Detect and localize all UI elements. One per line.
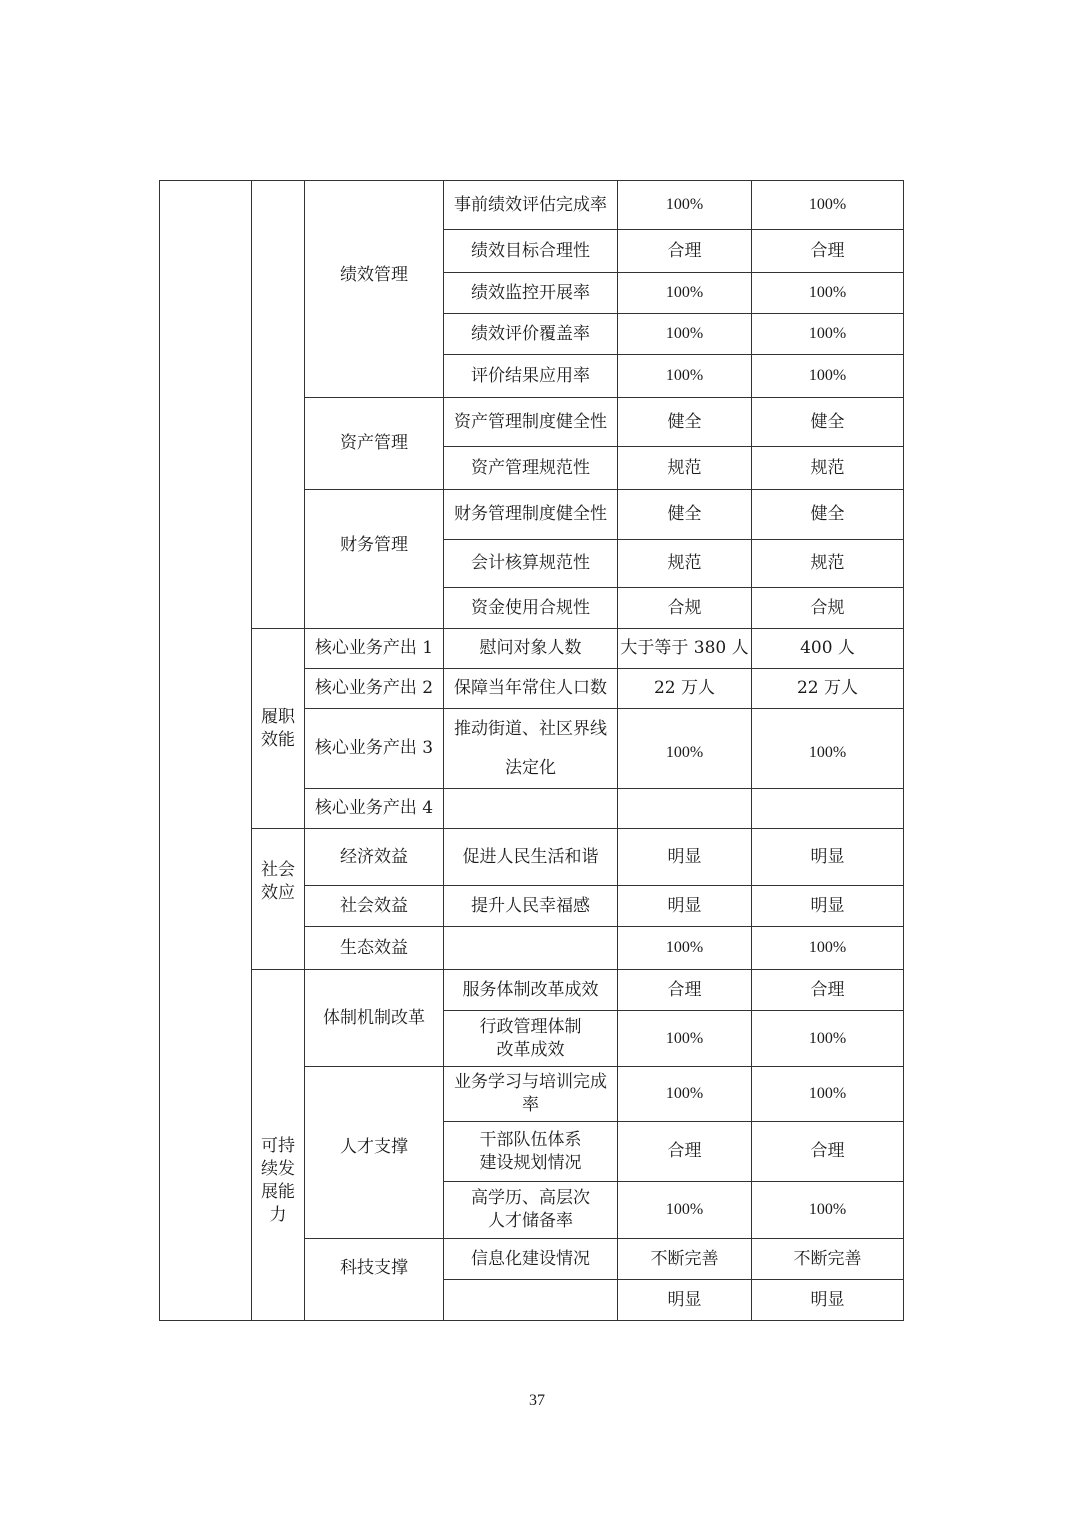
- actual-cell: [752, 789, 904, 829]
- target-cell: 100%: [618, 314, 752, 355]
- target-cell: 明显: [618, 1280, 752, 1321]
- target-cell: 明显: [618, 886, 752, 927]
- target-cell: 健全: [618, 490, 752, 540]
- target-cell: 100%: [618, 1182, 752, 1239]
- actual-cell: 100%: [752, 273, 904, 314]
- actual-cell: 健全: [752, 490, 904, 540]
- actual-cell: 100%: [752, 1182, 904, 1239]
- sustainability-text: 可持续发展能力: [260, 1136, 295, 1225]
- indicator-cell: 评价结果应用率: [444, 355, 618, 398]
- indicator-cell: [444, 709, 618, 789]
- indicator-cell: 事前绩效评估完成率: [444, 181, 618, 230]
- indicator-cell: 会计核算规范性: [444, 540, 618, 588]
- actual-cell: 明显: [752, 886, 904, 927]
- duty-efficiency-text: 履职效能: [260, 706, 295, 750]
- indicator-line: 人才储备率: [488, 1211, 573, 1231]
- indicator-cell: 财务管理制度健全性: [444, 490, 618, 540]
- page-number: 37: [529, 1392, 545, 1409]
- table-row: [160, 829, 904, 886]
- target-cell: 规范: [618, 540, 752, 588]
- actual-cell: 合理: [752, 970, 904, 1011]
- tech-support-label: 科技支撑: [305, 1239, 444, 1321]
- table-row: [160, 181, 904, 230]
- actual-cell: 健全: [752, 398, 904, 447]
- target-cell: 健全: [618, 398, 752, 447]
- indicator-line: 建设规划情况: [479, 1152, 582, 1173]
- actual-cell: 100%: [752, 1011, 904, 1067]
- target-cell: 100%: [618, 181, 752, 230]
- indicator-cell: [444, 1182, 618, 1239]
- actual-cell: 100%: [752, 181, 904, 230]
- indicator-cell: [444, 789, 618, 829]
- actual-cell: 合规: [752, 588, 904, 629]
- actual-cell: 规范: [752, 540, 904, 588]
- asset-management-label: 资产管理: [305, 398, 444, 490]
- item-cell: 核心业务产出 4: [305, 789, 444, 829]
- social-effect-text: 社会效应: [260, 860, 295, 903]
- indicator-cell: 慰问对象人数: [444, 629, 618, 669]
- target-cell: 100%: [618, 355, 752, 398]
- indicator-cell: 资产管理制度健全性: [444, 398, 618, 447]
- target-cell: 100%: [618, 927, 752, 970]
- target-cell: 22 万人: [618, 669, 752, 709]
- item-cell: 核心业务产出 2: [305, 669, 444, 709]
- item-cell: 经济效益: [305, 829, 444, 886]
- actual-cell: 明显: [752, 829, 904, 886]
- indicator-line: 改革成效: [496, 1039, 565, 1060]
- social-effect-label: [252, 829, 305, 970]
- target-cell: 合理: [618, 230, 752, 273]
- level2-cell-management: [252, 181, 305, 629]
- indicator-cell: [444, 1011, 618, 1067]
- actual-cell: 100%: [752, 709, 904, 789]
- indicator-cell: 提升人民幸福感: [444, 886, 618, 927]
- indicator-cell: [444, 1280, 618, 1321]
- actual-cell: 合理: [752, 1122, 904, 1182]
- actual-cell: 100%: [752, 1067, 904, 1122]
- indicator-cell: [444, 1067, 618, 1122]
- indicator-line: 率: [522, 1095, 539, 1115]
- target-cell: 100%: [618, 709, 752, 789]
- item-cell: 核心业务产出 3: [305, 709, 444, 789]
- actual-cell: 100%: [752, 355, 904, 398]
- target-cell: 合规: [618, 588, 752, 629]
- target-cell: 100%: [618, 1067, 752, 1122]
- indicator-cell: 绩效监控开展率: [444, 273, 618, 314]
- indicator-cell: [444, 1122, 618, 1182]
- indicator-cell: 资金使用合规性: [444, 588, 618, 629]
- indicator-cell: 绩效目标合理性: [444, 230, 618, 273]
- actual-cell: 400 人: [752, 629, 904, 669]
- indicator-cell: 促进人民生活和谐: [444, 829, 618, 886]
- indicator-cell: 服务体制改革成效: [444, 970, 618, 1011]
- indicator-line: 法定化: [505, 757, 556, 778]
- duty-efficiency-label: [252, 629, 305, 829]
- actual-cell: 100%: [752, 927, 904, 970]
- indicator-line: 推动街道、社区界线: [454, 718, 607, 739]
- institutional-reform-label: 体制机制改革: [305, 970, 444, 1067]
- actual-cell: 22 万人: [752, 669, 904, 709]
- actual-cell: 明显: [752, 1280, 904, 1321]
- target-cell: 合理: [618, 1122, 752, 1182]
- target-cell: 规范: [618, 447, 752, 490]
- target-cell: 100%: [618, 273, 752, 314]
- talent-support-label: 人才支撑: [305, 1067, 444, 1239]
- indicator-line: 业务学习与培训完成: [454, 1072, 607, 1093]
- level1-cell: [160, 181, 252, 1321]
- indicator-line: 干部队伍体系: [479, 1129, 582, 1150]
- actual-cell: 合理: [752, 230, 904, 273]
- sustainability-label: [252, 970, 305, 1321]
- target-cell: 合理: [618, 970, 752, 1011]
- table-row: [160, 970, 904, 1011]
- indicator-line: 高学历、高层次: [471, 1188, 590, 1209]
- table-row: [160, 629, 904, 669]
- item-cell: 生态效益: [305, 927, 444, 970]
- indicator-cell: [444, 927, 618, 970]
- performance-management-label: 绩效管理: [305, 181, 444, 398]
- performance-indicator-table: [159, 180, 904, 1321]
- item-cell: 社会效益: [305, 886, 444, 927]
- item-cell: 核心业务产出 1: [305, 629, 444, 669]
- actual-cell: 规范: [752, 447, 904, 490]
- indicator-line: 行政管理体制: [479, 1016, 582, 1037]
- target-cell: 大于等于 380 人: [618, 629, 752, 669]
- indicator-cell: 绩效评价覆盖率: [444, 314, 618, 355]
- financial-management-label: 财务管理: [305, 490, 444, 629]
- indicator-cell: 保障当年常住人口数: [444, 669, 618, 709]
- target-cell: 不断完善: [618, 1239, 752, 1280]
- actual-cell: 不断完善: [752, 1239, 904, 1280]
- target-cell: [618, 789, 752, 829]
- actual-cell: 100%: [752, 314, 904, 355]
- target-cell: 100%: [618, 1011, 752, 1067]
- indicator-cell: 资产管理规范性: [444, 447, 618, 490]
- indicator-cell: 信息化建设情况: [444, 1239, 618, 1280]
- target-cell: 明显: [618, 829, 752, 886]
